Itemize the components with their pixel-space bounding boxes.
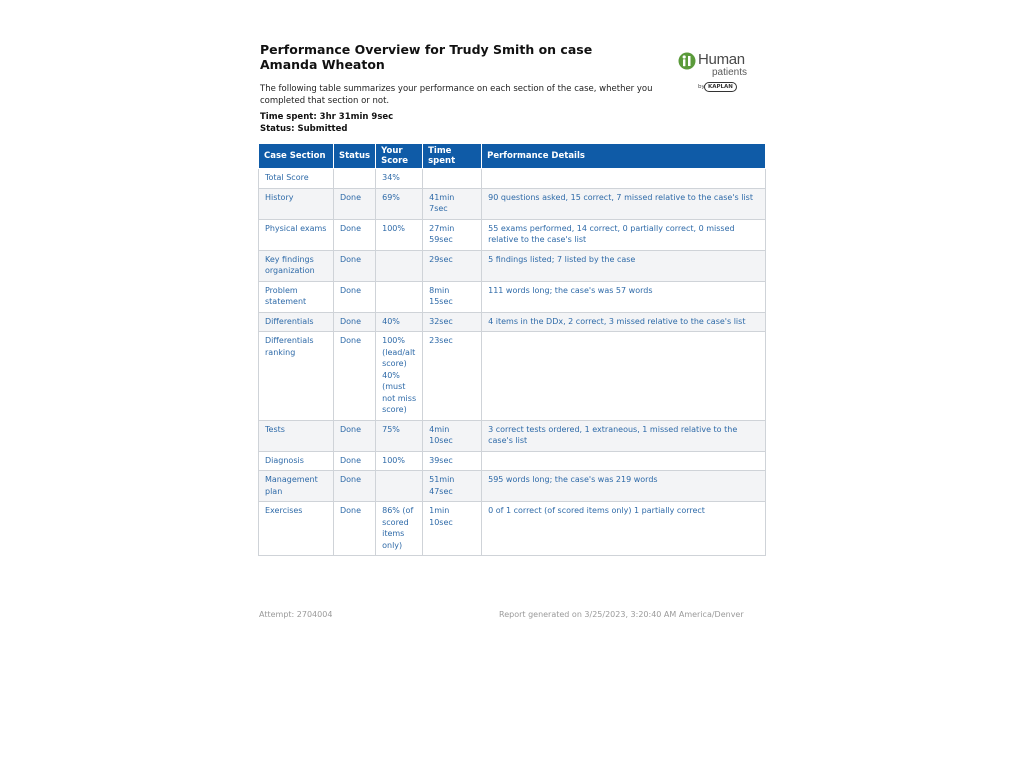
cell-section: Key findings organization [259, 250, 334, 281]
cell-details: 3 correct tests ordered, 1 extraneous, 1 missed relative to the case's list [482, 420, 766, 451]
logo-partner: KAPLAN [704, 82, 737, 92]
cell-details [482, 169, 766, 189]
cell-details: 5 findings listed; 7 listed by the case [482, 250, 766, 281]
cell-time: 1min 10sec [423, 502, 482, 556]
cell-details: 111 words long; the case's was 57 words [482, 281, 766, 312]
logo-brand-main: Human [698, 51, 745, 68]
cell-score: 34% [376, 169, 423, 189]
cell-score [376, 281, 423, 312]
cell-score: 100% (lead/alt score) 40% (must not miss score) [376, 332, 423, 421]
cell-time: 51min 47sec [423, 471, 482, 502]
cell-section: Physical exams [259, 219, 334, 250]
cell-score [376, 250, 423, 281]
logo-by: by [698, 84, 705, 90]
cell-score: 75% [376, 420, 423, 451]
cell-status: Done [334, 502, 376, 556]
col-header-details: Performance Details [482, 144, 766, 169]
cell-details: 55 exams performed, 14 correct, 0 partially correct, 0 missed relative to the case's list [482, 219, 766, 250]
cell-time: 23sec [423, 332, 482, 421]
meta-block [260, 111, 393, 135]
cell-status: Done [334, 188, 376, 219]
table-row [259, 420, 766, 451]
ihuman-logo [676, 50, 766, 96]
cell-status: Done [334, 250, 376, 281]
cell-status [334, 169, 376, 189]
cell-score: 100% [376, 219, 423, 250]
cell-details: 0 of 1 correct (of scored items only) 1 partially correct [482, 502, 766, 556]
logo-brand-sub: patients [712, 67, 748, 78]
cell-time: 29sec [423, 250, 482, 281]
cell-status: Done [334, 219, 376, 250]
status-text: Status: Submitted [260, 124, 348, 134]
cell-section: Tests [259, 420, 334, 451]
cell-section: Problem statement [259, 281, 334, 312]
table-row [259, 502, 766, 556]
table-row [259, 188, 766, 219]
cell-score: 69% [376, 188, 423, 219]
cell-score: 40% [376, 312, 423, 332]
table-row [259, 169, 766, 189]
cell-details: 4 items in the DDx, 2 correct, 3 missed relative to the case's list [482, 312, 766, 332]
cell-time: 32sec [423, 312, 482, 332]
i-human-logo-icon [678, 52, 696, 70]
table-row [259, 250, 766, 281]
col-header-section: Case Section [259, 144, 334, 169]
cell-status: Done [334, 471, 376, 502]
col-header-time: Time spent [423, 144, 482, 169]
cell-status: Done [334, 281, 376, 312]
cell-status: Done [334, 451, 376, 471]
cell-score [376, 471, 423, 502]
cell-section: History [259, 188, 334, 219]
cell-section: Differentials [259, 312, 334, 332]
cell-details [482, 451, 766, 471]
time-spent: Time spent: 3hr 31min 9sec [260, 112, 394, 122]
cell-status: Done [334, 420, 376, 451]
attempt-id: Attempt: 2704004 [259, 610, 333, 619]
cell-time: 41min 7sec [423, 188, 482, 219]
page-title: Performance Overview for Trudy Smith on case Amanda Wheaton [260, 42, 593, 72]
table-row [259, 451, 766, 471]
cell-score: 86% (of scored items only) [376, 502, 423, 556]
cell-score: 100% [376, 451, 423, 471]
report-generated: Report generated on 3/25/2023, 3:20:40 AM America/Denver [499, 610, 744, 619]
cell-section: Diagnosis [259, 451, 334, 471]
performance-table [258, 143, 766, 556]
col-header-score: Your Score [376, 144, 423, 169]
cell-time [423, 169, 482, 189]
cell-time: 8min 15sec [423, 281, 482, 312]
cell-status: Done [334, 312, 376, 332]
cell-details: 90 questions asked, 15 correct, 7 missed relative to the case's list [482, 188, 766, 219]
col-header-status: Status [334, 144, 376, 169]
table-header-row [259, 144, 766, 169]
table-row [259, 471, 766, 502]
cell-section: Differentials ranking [259, 332, 334, 421]
cell-time: 39sec [423, 451, 482, 471]
cell-details [482, 332, 766, 421]
cell-time: 27min 59sec [423, 219, 482, 250]
table-row [259, 312, 766, 332]
cell-time: 4min 10sec [423, 420, 482, 451]
cell-section: Management plan [259, 471, 334, 502]
table-row [259, 332, 766, 421]
table-row [259, 219, 766, 250]
cell-status: Done [334, 332, 376, 421]
summary-text: The following table summarizes your performance on each section of the case, whether you completed that section or not. [260, 84, 653, 106]
cell-section: Total Score [259, 169, 334, 189]
cell-section: Exercises [259, 502, 334, 556]
cell-details: 595 words long; the case's was 219 words [482, 471, 766, 502]
table-row [259, 281, 766, 312]
